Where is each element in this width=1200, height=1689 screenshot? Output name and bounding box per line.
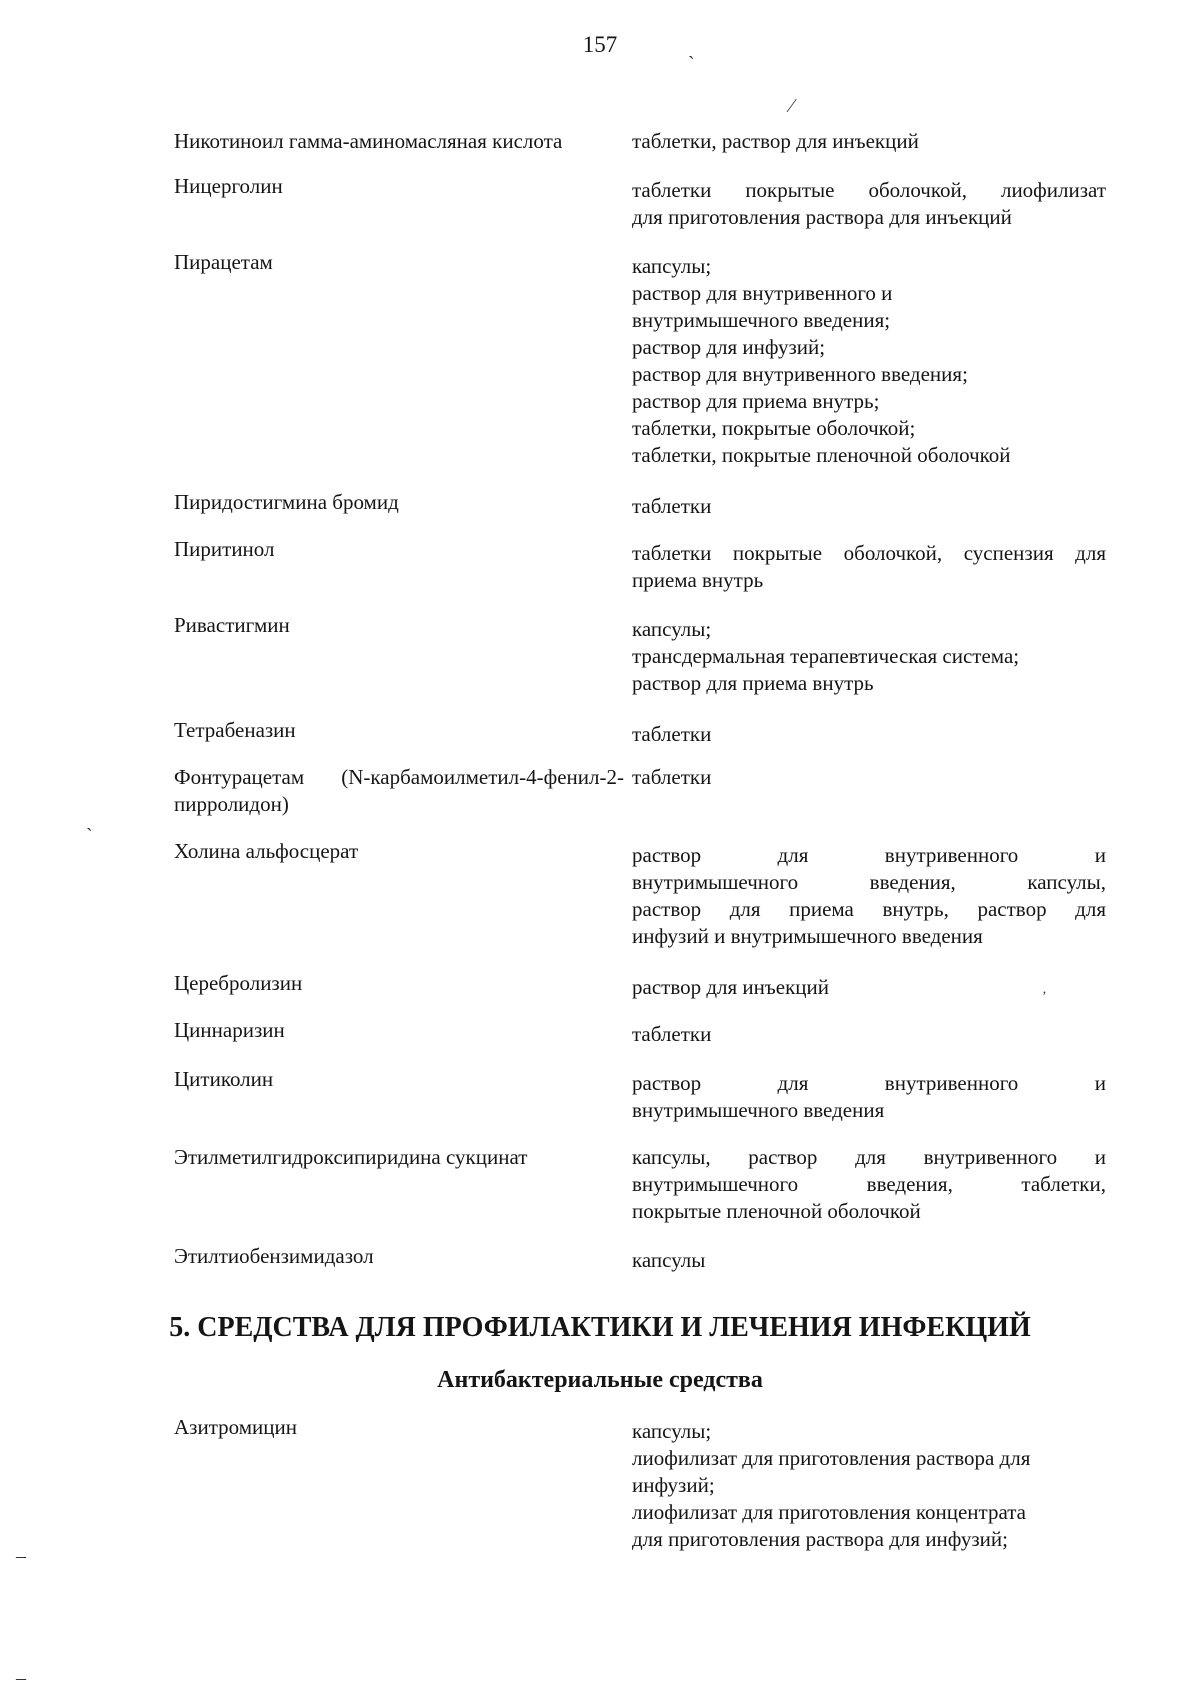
- dosage-form-line: раствор для внутривенного и: [632, 843, 1106, 867]
- drug-name: Тетрабеназин: [174, 718, 296, 742]
- drug-row: [174, 249, 1106, 469]
- drug-row: [174, 1017, 1106, 1048]
- drug-name: Циннаризин: [174, 1018, 285, 1042]
- drug-name: Никотиноил гамма-аминомасляная кислота: [174, 129, 563, 153]
- drug-row: [174, 1243, 1106, 1274]
- dosage-forms: [632, 1070, 1106, 1124]
- dosage-form-line: таблетки, раствор для инъекций: [632, 129, 919, 153]
- drug-name: Холина альфосцерат: [174, 839, 359, 863]
- dosage-forms: [632, 128, 1106, 155]
- dosage-form-line: таблетки: [632, 765, 712, 789]
- dosage-form-line: капсулы;: [632, 254, 712, 278]
- drug-name: Азитромицин: [174, 1415, 297, 1439]
- dosage-forms: [632, 721, 1106, 748]
- page-number: 157: [582, 32, 618, 57]
- dosage-forms: [632, 1144, 1106, 1225]
- dosage-form-line: таблетки: [632, 722, 712, 746]
- drug-name: Пиритинол: [174, 537, 275, 561]
- dosage-form-line: таблетки покрытые оболочкой, лиофилизат: [632, 178, 1106, 202]
- subsection-title: Антибактериальные средства: [437, 1367, 763, 1393]
- drug-row: [174, 838, 1106, 950]
- scan-mark-dot: `: [86, 825, 93, 847]
- drug-row: [174, 536, 1106, 594]
- scan-mark-dot: ‚: [1042, 982, 1047, 997]
- scan-mark-dash: –: [16, 1667, 26, 1689]
- dosage-form-line: таблетки, покрытые оболочкой;: [632, 416, 916, 440]
- dosage-form-line: для приготовления раствора для инъекций: [632, 205, 1012, 229]
- dosage-form-line: капсулы;: [632, 617, 712, 641]
- dosage-form-line: внутримышечного введения: [632, 1098, 885, 1122]
- drug-name: Цитиколин: [174, 1067, 274, 1091]
- dosage-form-line: таблетки, покрытые пленочной оболочкой: [632, 443, 1011, 467]
- drug-row: [174, 717, 1106, 748]
- dosage-form-line: инфузий;: [632, 1473, 715, 1497]
- drug-name: Пирацетам: [174, 250, 273, 274]
- dosage-form-line: внутримышечного введения, таблетки,: [632, 1172, 1106, 1196]
- drug-name: Ницерголин: [174, 174, 283, 198]
- dosage-form-line: капсулы: [632, 1248, 706, 1272]
- dosage-form-line: трансдермальная терапевтическая система;: [632, 644, 1020, 668]
- dosage-form-line: капсулы;: [632, 1419, 712, 1443]
- drug-row: [174, 128, 1106, 155]
- dosage-form-line: таблетки: [632, 494, 712, 518]
- drug-row: [174, 1144, 1106, 1225]
- drug-name: Этилтиобензимидазол: [174, 1244, 374, 1268]
- dosage-form-line: раствор для внутривенного и: [632, 281, 893, 305]
- dosage-form-line: раствор для внутривенного и: [632, 1071, 1106, 1095]
- dosage-form-line: раствор для инфузий;: [632, 335, 826, 359]
- drug-row: [174, 970, 1106, 1001]
- dosage-form-line: лиофилизат для приготовления концентрата: [632, 1500, 1027, 1524]
- scan-mark-dot: `: [688, 53, 695, 75]
- dosage-forms: [632, 1021, 1106, 1048]
- dosage-forms: [632, 764, 1106, 791]
- dosage-form-line: внутримышечного введения, капсулы,: [632, 870, 1106, 894]
- dosage-form-line: лиофилизат для приготовления раствора для: [632, 1446, 1031, 1470]
- dosage-form-line: раствор для приема внутрь, раствор для: [632, 897, 1106, 921]
- dosage-form-line: раствор для приема внутрь;: [632, 389, 880, 413]
- dosage-forms: [632, 842, 1106, 950]
- drug-row: [174, 173, 1106, 231]
- dosage-form-line: для приготовления раствора для инфузий;: [632, 1527, 1008, 1551]
- drug-name: Фонтурацетам (N-карбамоилметил-4-фенил-2-пирролидон): [174, 765, 624, 816]
- dosage-form-line: раствор для инъекций: [632, 975, 829, 999]
- dosage-forms: [632, 253, 1106, 469]
- drug-row: [174, 612, 1106, 697]
- drug-name: Этилметилгидроксипиридина сукцинат: [174, 1145, 528, 1169]
- scan-mark-slash: ⁄: [790, 95, 794, 117]
- dosage-form-line: таблетки: [632, 1022, 712, 1046]
- dosage-form-line: покрытые пленочной оболочкой: [632, 1199, 921, 1223]
- section-title: 5. СРЕДСТВА ДЛЯ ПРОФИЛАКТИКИ И ЛЕЧЕНИЯ ИНФЕКЦИЙ: [169, 1312, 1031, 1343]
- dosage-forms: [632, 1247, 1106, 1274]
- dosage-form-line: капсулы, раствор для внутривенного и: [632, 1145, 1106, 1169]
- dosage-form-line: раствор для внутривенного введения;: [632, 362, 968, 386]
- dosage-forms: [632, 493, 1106, 520]
- scan-mark-dash: –: [16, 1545, 26, 1567]
- drug-row: [174, 489, 1106, 520]
- drug-table: [174, 128, 1106, 1274]
- drug-row: [174, 1066, 1106, 1124]
- drug-name: Пиридостигмина бромид: [174, 490, 399, 514]
- dosage-forms: [632, 1418, 1106, 1553]
- dosage-forms: [632, 616, 1106, 697]
- dosage-form-line: инфузий и внутримышечного введения: [632, 924, 983, 948]
- dosage-forms: [632, 177, 1106, 231]
- dosage-forms: [632, 540, 1106, 594]
- drug-row: [174, 1414, 1106, 1553]
- dosage-form-line: приема внутрь: [632, 568, 764, 592]
- drug-name: Ривастигмин: [174, 613, 290, 637]
- drug-name: Церебролизин: [174, 971, 303, 995]
- drug-row: [174, 764, 1106, 818]
- drug-table-antibacterial: [174, 1414, 1106, 1553]
- dosage-form-line: раствор для приема внутрь: [632, 671, 874, 695]
- dosage-form-line: внутримышечного введения;: [632, 308, 891, 332]
- dosage-form-line: таблетки покрытые оболочкой, суспензия для: [632, 541, 1106, 565]
- dosage-forms: [632, 974, 1106, 1001]
